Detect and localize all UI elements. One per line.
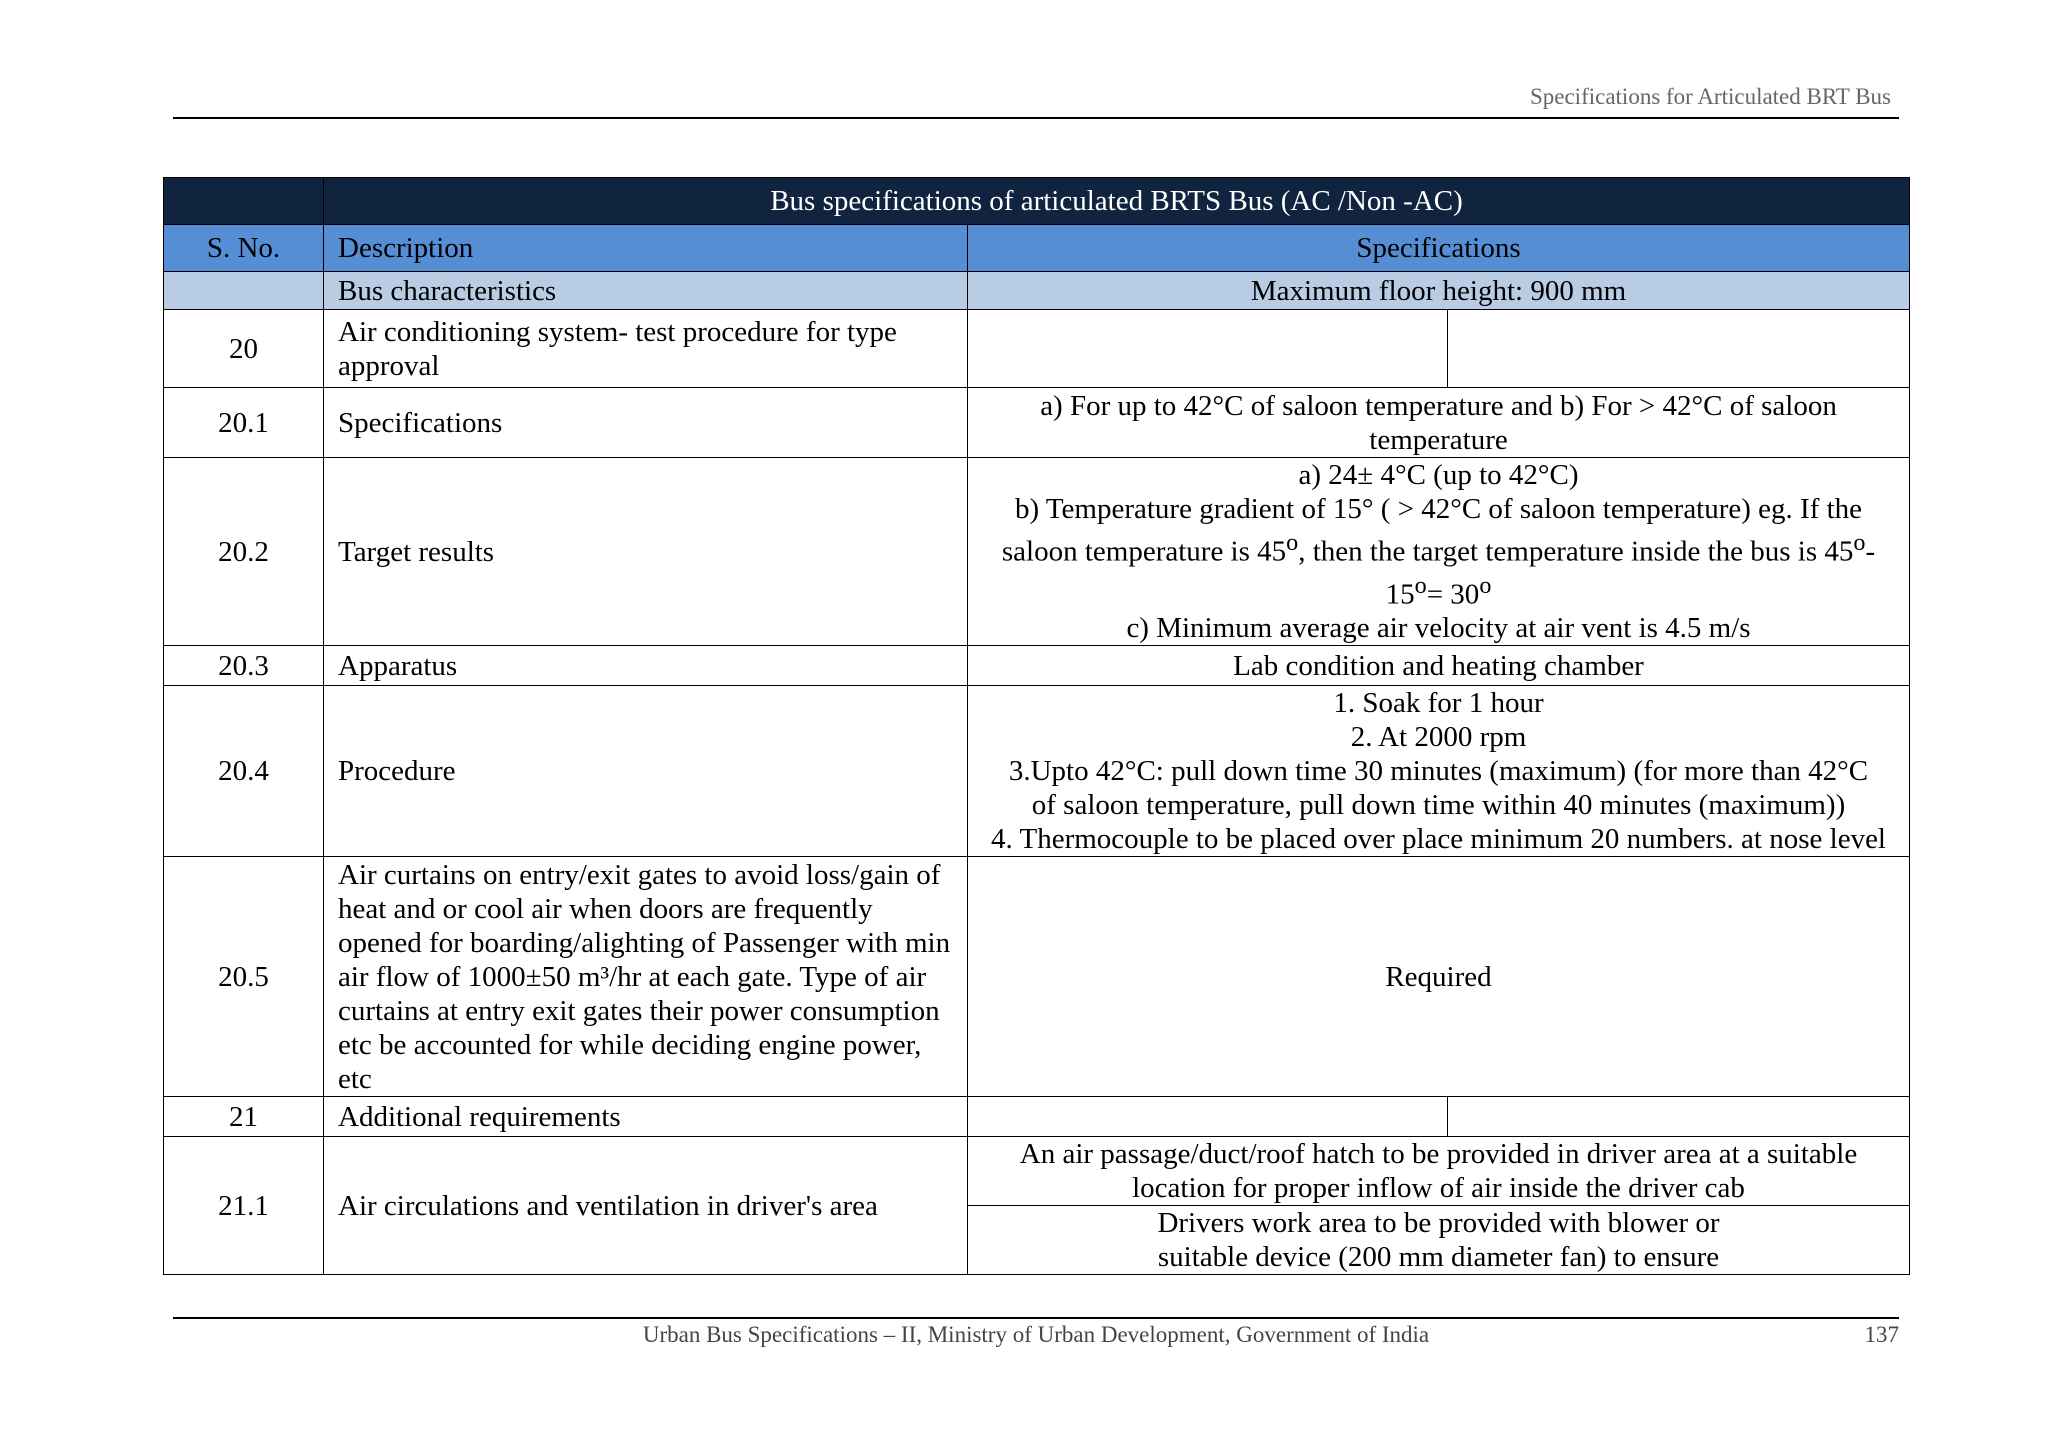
footer-rule — [173, 1317, 1899, 1319]
spec-table — [163, 177, 1910, 1275]
row-spec-empty — [968, 1097, 1448, 1137]
row-spec — [968, 686, 1910, 857]
row-sno: 20.4 — [164, 686, 324, 857]
spec-text: 15 — [1385, 578, 1415, 611]
subheader-blank-cell — [164, 272, 324, 310]
row-sno: 20.5 — [164, 857, 324, 1097]
row-description: Target results — [324, 458, 968, 646]
table-title-row — [164, 178, 1910, 225]
subheader-description: Bus characteristics — [324, 272, 968, 310]
degree-sup: o — [1479, 571, 1492, 599]
row-spec-empty — [968, 310, 1448, 388]
row-sno: 20.3 — [164, 646, 324, 686]
table-row — [164, 458, 1910, 646]
page-number: 137 — [1864, 1322, 1899, 1347]
spec-text: , then the target temperature inside the bus is 45 — [1298, 535, 1854, 568]
row-spec: Required — [968, 857, 1910, 1097]
spec-line: 2. At 2000 rpm — [1350, 721, 1527, 754]
row-spec: An air passage/duct/roof hatch to be provided in driver area at a suitable location for proper inflow of air inside the driver cab — [968, 1137, 1910, 1206]
spec-line — [982, 569, 1895, 612]
table-row — [164, 686, 1910, 857]
running-header: Specifications for Articulated BRT Bus — [1529, 84, 1891, 109]
row-description: Air circulations and ventilation in driver's area — [324, 1137, 968, 1275]
row-description: Apparatus — [324, 646, 968, 686]
row-spec — [968, 458, 1910, 646]
spec-text: = 30 — [1426, 578, 1480, 611]
footer-text: Urban Bus Specifications – II, Ministry of Urban Development, Government of India — [642, 1322, 1430, 1347]
spec-line — [982, 526, 1895, 569]
spec-line: c) Minimum average air velocity at air vent is 4.5 m/s — [1126, 612, 1751, 645]
spec-line: 4. Thermocouple to be placed over place minimum 20 numbers. at nose level — [991, 823, 1886, 856]
degree-sup: o — [1853, 529, 1866, 556]
title-blank-cell — [164, 178, 324, 225]
table-row — [164, 1097, 1910, 1137]
row-spec: a) For up to 42°C of saloon temperature and b) For > 42°C of saloon temperature — [968, 388, 1910, 458]
row-sno: 21 — [164, 1097, 324, 1137]
row-spec-empty — [1448, 1097, 1910, 1137]
spec-line: 3.Upto 42°C: pull down time 30 minutes (maximum) (for more than 42°C — [1008, 755, 1869, 788]
spec-line: 1. Soak for 1 hour — [1333, 687, 1544, 720]
row-spec — [968, 1206, 1910, 1275]
spec-text: saloon temperature is 45 — [1001, 535, 1287, 568]
row-description: Air curtains on entry/exit gates to avoid loss/gain of heat and or cool air when doors are frequently opened for boarding/alighting of Passenger with min air flow of 1000±50 m³/hr at each gate. Type of air curtains at entry exit gates their power consumption etc be accounted for while deciding engine power, etc — [324, 857, 968, 1097]
table-row — [164, 310, 1910, 388]
subheader-specifications: Maximum floor height: 900 mm — [968, 272, 1910, 310]
spec-line: of saloon temperature, pull down time within 40 minutes (maximum)) — [1031, 789, 1846, 822]
row-description: Procedure — [324, 686, 968, 857]
table-title: Bus specifications of articulated BRTS Bus (AC /Non -AC) — [324, 178, 1910, 225]
row-description: Additional requirements — [324, 1097, 968, 1137]
row-spec: Lab condition and heating chamber — [968, 646, 1910, 686]
table-row — [164, 388, 1910, 458]
row-description: Air conditioning system- test procedure for type approval — [324, 310, 968, 388]
spec-line: Drivers work area to be provided with blower or — [1157, 1207, 1720, 1240]
table-row — [164, 857, 1910, 1097]
row-spec-empty — [1448, 310, 1910, 388]
row-sno: 20 — [164, 310, 324, 388]
spec-line: suitable device (200 mm diameter fan) to ensure — [1157, 1241, 1720, 1274]
row-sno: 20.1 — [164, 388, 324, 458]
row-description: Specifications — [324, 388, 968, 458]
row-sno: 20.2 — [164, 458, 324, 646]
col-header-specifications: Specifications — [968, 225, 1910, 272]
spec-text: - — [1865, 535, 1876, 568]
col-header-description: Description — [324, 225, 968, 272]
col-header-sno: S. No. — [164, 225, 324, 272]
column-header-row — [164, 225, 1910, 272]
header-rule — [173, 117, 1899, 119]
degree-sup: o — [1286, 529, 1299, 556]
table-row — [164, 646, 1910, 686]
degree-sup: o — [1414, 571, 1427, 599]
spec-line: b) Temperature gradient of 15° ( > 42°C of saloon temperature) eg. If the — [1014, 493, 1863, 525]
subheader-row — [164, 272, 1910, 310]
row-sno: 21.1 — [164, 1137, 324, 1275]
spec-line: a) 24± 4°C (up to 42°C) — [1298, 459, 1579, 491]
table-row — [164, 1137, 1910, 1206]
